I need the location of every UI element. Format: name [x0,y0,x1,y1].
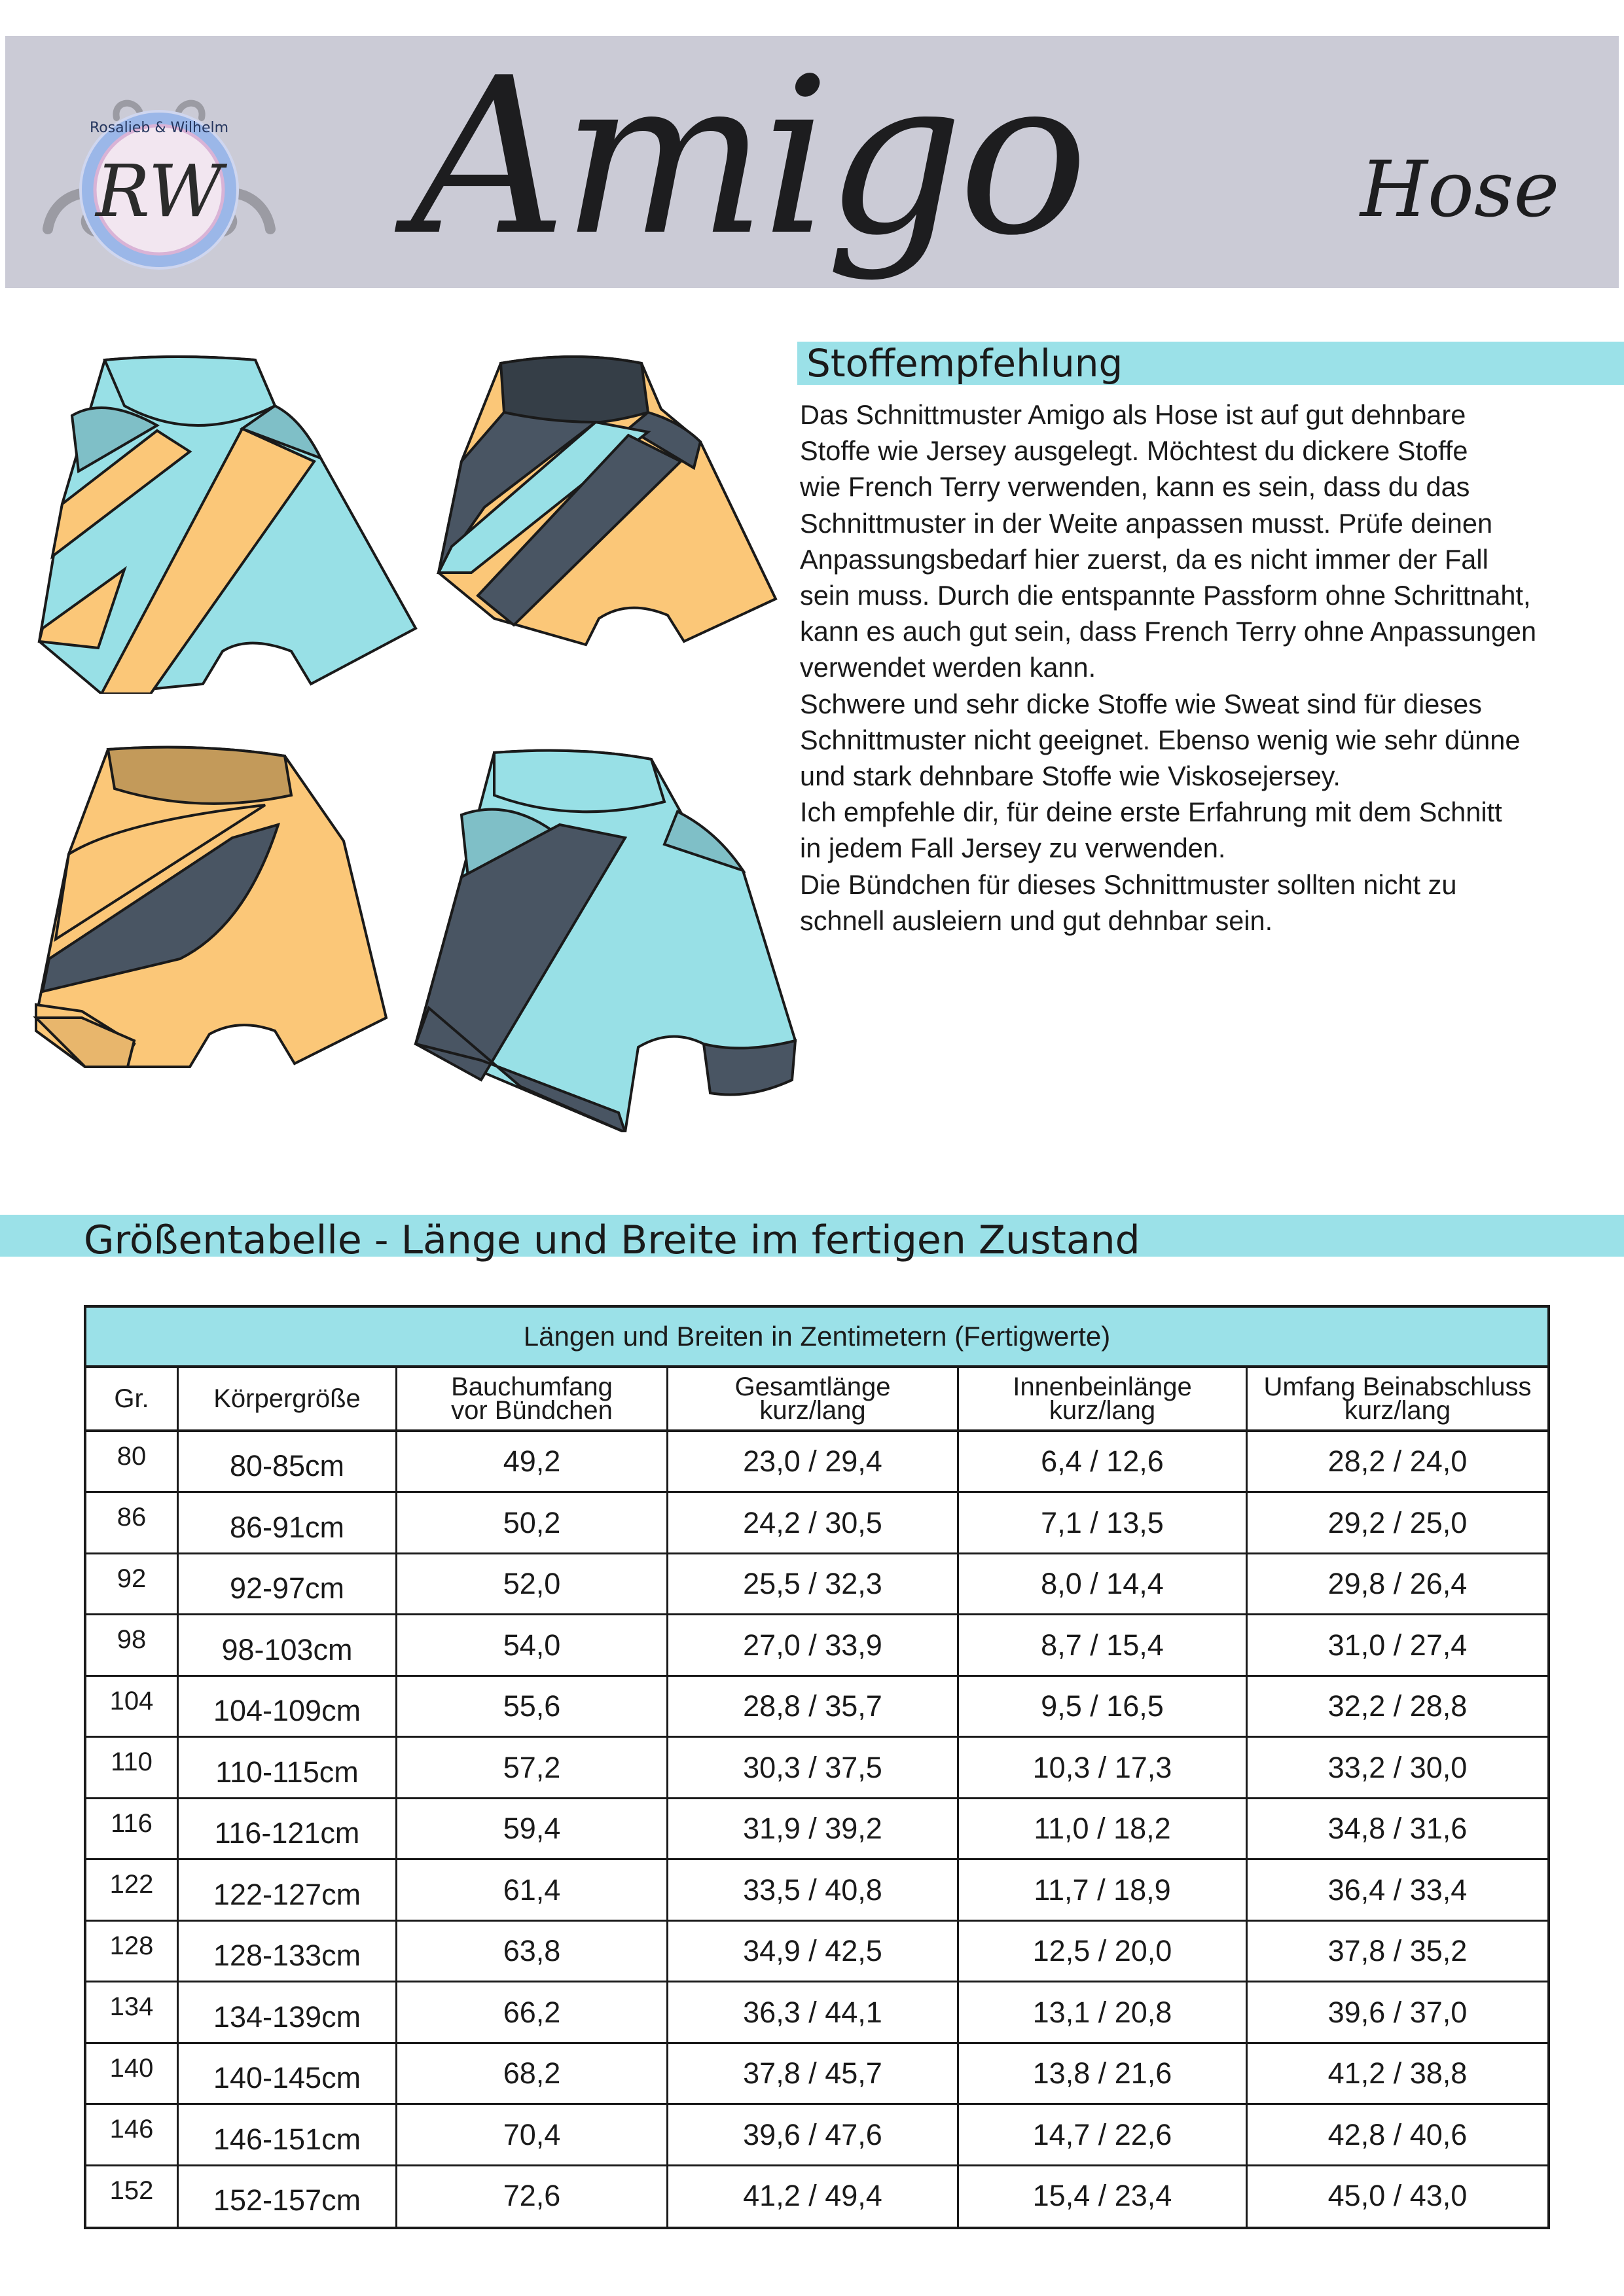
cell-innenbeinlaenge: 11,0 / 18,2 [1034,1812,1171,1845]
column-divider [666,1368,668,2227]
cell-umfang-beinabschluss: 45,0 / 43,0 [1327,2179,1468,2212]
cell-umfang-beinabschluss: 41,2 / 38,8 [1327,2056,1468,2090]
cell-bauchumfang: 59,4 [503,1812,561,1845]
title-hose: Hose [1360,144,1560,234]
fabric-line: verwendet werden kann. [800,652,1096,683]
cell-koerpergroesse: 116-121cm [214,1816,360,1850]
fabric-line: Anpassungsbedarf hier zuerst, da es nicht immer der Fall [800,543,1489,575]
cell-gesamtlaenge: 34,9 / 42,5 [743,1934,882,1967]
cell-bauchumfang: 63,8 [503,1934,561,1967]
header-umfang-beinabschluss: Umfang Beinabschluss kurz/lang [1263,1372,1532,1425]
svg-text:Rosalieb & Wilhelm: Rosalieb & Wilhelm [89,120,229,136]
table-row [86,2106,1547,2166]
cell-koerpergroesse: 122-127cm [213,1877,361,1911]
cell-innenbeinlaenge: 11,7 / 18,9 [1034,1873,1171,1907]
cell-umfang-beinabschluss: 34,8 / 31,6 [1327,1812,1468,1845]
cell-gesamtlaenge: 33,5 / 40,8 [743,1873,882,1907]
cell-gr: 128 [109,1931,154,1960]
fabric-section-title: Stoffempfehlung [806,341,1123,386]
table-caption: Längen und Breiten in Zentimetern (Fertigwerte) [86,1308,1547,1368]
cell-umfang-beinabschluss: 39,6 / 37,0 [1327,1995,1468,2029]
cell-gr: 140 [109,2053,154,2083]
cell-bauchumfang: 50,2 [503,1505,561,1539]
column-divider [395,1368,397,2227]
fabric-line: kann es auch gut sein, dass French Terry ohne Anpassungen [800,616,1537,647]
fabric-line: Die Bündchen für dieses Schnittmuster sollten nicht zu [800,869,1457,900]
brand-logo-icon [41,92,277,295]
size-table [84,1305,1550,2229]
svg-text:RW: RW [96,149,223,233]
cell-umfang-beinabschluss: 37,8 / 35,2 [1327,1934,1468,1967]
size-section-title: Größentabelle - Länge und Breite im fertigen Zustand [84,1217,1140,1263]
cell-gesamtlaenge: 28,8 / 35,7 [743,1689,882,1723]
table-row [86,2044,1547,2105]
cell-umfang-beinabschluss: 29,8 / 26,4 [1327,1567,1468,1600]
cell-koerpergroesse: 98-103cm [221,1632,353,1666]
cell-innenbeinlaenge: 13,1 / 20,8 [1032,1995,1172,2029]
table-row [86,1432,1547,1493]
cell-bauchumfang: 68,2 [503,2056,561,2090]
cell-bauchumfang: 54,0 [503,1628,561,1662]
cell-umfang-beinabschluss: 31,0 / 27,4 [1327,1628,1468,1662]
cell-innenbeinlaenge: 14,7 / 22,6 [1032,2117,1172,2151]
table-row [86,1494,1547,1554]
table-row [86,1983,1547,2044]
pants-illustration-slate-apricot-icon [432,350,785,658]
cell-koerpergroesse: 128-133cm [213,1939,361,1972]
cell-gesamtlaenge: 25,5 / 32,3 [743,1567,882,1600]
fabric-line: Stoffe wie Jersey ausgelegt. Möchtest du dickere Stoffe [800,435,1468,467]
cell-bauchumfang: 57,2 [503,1750,561,1784]
cell-umfang-beinabschluss: 29,2 / 25,0 [1327,1505,1468,1539]
cell-bauchumfang: 70,4 [503,2117,561,2151]
cell-umfang-beinabschluss: 42,8 / 40,6 [1327,2117,1468,2151]
cell-gr: 104 [109,1686,154,1715]
table-row [86,2166,1547,2227]
cell-gr: 134 [109,1992,154,2021]
cell-gr: 80 [117,1441,147,1471]
cell-bauchumfang: 66,2 [503,1995,561,2029]
cell-gr: 116 [111,1808,153,1838]
cell-bauchumfang: 72,6 [503,2179,561,2212]
cell-umfang-beinabschluss: 28,2 / 24,0 [1327,1444,1468,1478]
fabric-line: Ich empfehle dir, für deine erste Erfahrung mit dem Schnitt [800,797,1502,828]
cell-gesamtlaenge: 23,0 / 29,4 [743,1444,882,1478]
cell-gesamtlaenge: 37,8 / 45,7 [743,2056,882,2090]
cell-gr: 152 [109,2176,154,2205]
cell-innenbeinlaenge: 10,3 / 17,3 [1032,1750,1172,1784]
table-header-row [86,1368,1547,1432]
cell-innenbeinlaenge: 7,1 / 13,5 [1041,1505,1164,1539]
column-divider [1246,1368,1248,2227]
header-koerpergroesse: Körpergröße [213,1384,361,1413]
cell-bauchumfang: 61,4 [503,1873,561,1907]
cell-gesamtlaenge: 36,3 / 44,1 [743,1995,882,2029]
cell-innenbeinlaenge: 13,8 / 21,6 [1032,2056,1172,2090]
cell-koerpergroesse: 152-157cm [213,2183,361,2217]
cell-innenbeinlaenge: 8,7 / 15,4 [1041,1628,1164,1662]
table-row [86,1554,1547,1615]
fabric-line: und stark dehnbare Stoffe wie Viskosejersey. [800,761,1341,792]
header-innenbeinlaenge: Innenbeinlänge kurz/lang [1013,1372,1192,1425]
cell-gesamtlaenge: 31,9 / 39,2 [743,1812,882,1845]
cell-gesamtlaenge: 41,2 / 49,4 [743,2179,882,2212]
column-divider [957,1368,959,2227]
pants-illustration-aqua-slate-icon [403,746,802,1132]
cell-bauchumfang: 55,6 [503,1689,561,1723]
table-row [86,1616,1547,1677]
cell-gesamtlaenge: 27,0 / 33,9 [743,1628,882,1662]
cell-innenbeinlaenge: 6,4 / 12,6 [1041,1444,1164,1478]
table-row [86,1677,1547,1738]
cell-innenbeinlaenge: 12,5 / 20,0 [1032,1934,1172,1967]
cell-umfang-beinabschluss: 32,2 / 28,8 [1327,1689,1468,1723]
cell-innenbeinlaenge: 8,0 / 14,4 [1041,1567,1164,1600]
cell-koerpergroesse: 80-85cm [229,1449,345,1482]
cell-koerpergroesse: 86-91cm [229,1510,345,1544]
fabric-line: schnell ausleiern und gut dehnbar sein. [800,905,1273,936]
cell-gr: 146 [109,2115,154,2144]
header-gesamtlaenge: Gesamtlänge kurz/lang [734,1372,891,1425]
cell-gr: 98 [117,1625,147,1654]
cell-koerpergroesse: 92-97cm [229,1571,345,1605]
cell-koerpergroesse: 104-109cm [213,1694,361,1727]
cell-gesamtlaenge: 24,2 / 30,5 [743,1505,882,1539]
column-divider [177,1368,179,2227]
cell-umfang-beinabschluss: 36,4 / 33,4 [1327,1873,1468,1907]
cell-gr: 110 [111,1748,153,1776]
header-gr: Gr. [114,1384,149,1413]
cell-gr: 92 [117,1564,147,1593]
pants-illustration-aqua-apricot-icon [26,353,419,694]
cell-bauchumfang: 49,2 [503,1444,561,1478]
cell-gesamtlaenge: 39,6 / 47,6 [743,2117,882,2151]
cell-innenbeinlaenge: 9,5 / 16,5 [1041,1689,1164,1723]
cell-bauchumfang: 52,0 [503,1567,561,1600]
fabric-line: Das Schnittmuster Amigo als Hose ist auf gut dehnbare [800,399,1466,430]
fabric-line: sein muss. Durch die entspannte Passform ohne Schrittnaht, [800,580,1531,611]
pants-illustration-apricot-slate-icon [29,743,396,1070]
cell-umfang-beinabschluss: 33,2 / 30,0 [1327,1750,1468,1784]
table-row [86,1799,1547,1860]
cell-innenbeinlaenge: 15,4 / 23,4 [1032,2179,1172,2212]
cell-koerpergroesse: 146-151cm [213,2122,361,2156]
header-banner [5,31,1619,288]
title-amigo: Amigo [411,31,1083,283]
cell-koerpergroesse: 134-139cm [213,2000,361,2034]
fabric-line: in jedem Fall Jersey zu verwenden. [800,833,1226,864]
cell-koerpergroesse: 110-115cm [215,1755,359,1789]
cell-gr: 122 [109,1870,154,1899]
fabric-line: Schwere und sehr dicke Stoffe wie Sweat sind für dieses [800,688,1482,719]
cell-gesamtlaenge: 30,3 / 37,5 [743,1750,882,1784]
fabric-line: Schnittmuster in der Weite anpassen musst. Prüfe deinen [800,507,1493,539]
cell-gr: 86 [117,1503,147,1532]
table-row [86,1922,1547,1982]
table-row [86,1738,1547,1799]
header-bauchumfang: Bauchumfang vor Bündchen [451,1372,613,1425]
fabric-description [800,397,1618,939]
fabric-line: wie French Terry verwenden, kann es sein, dass du das [800,471,1470,503]
cell-koerpergroesse: 140-145cm [213,2061,361,2094]
table-row [86,1861,1547,1922]
fabric-line: Schnittmuster nicht geeignet. Ebenso wenig wie sehr dünne [800,724,1521,755]
